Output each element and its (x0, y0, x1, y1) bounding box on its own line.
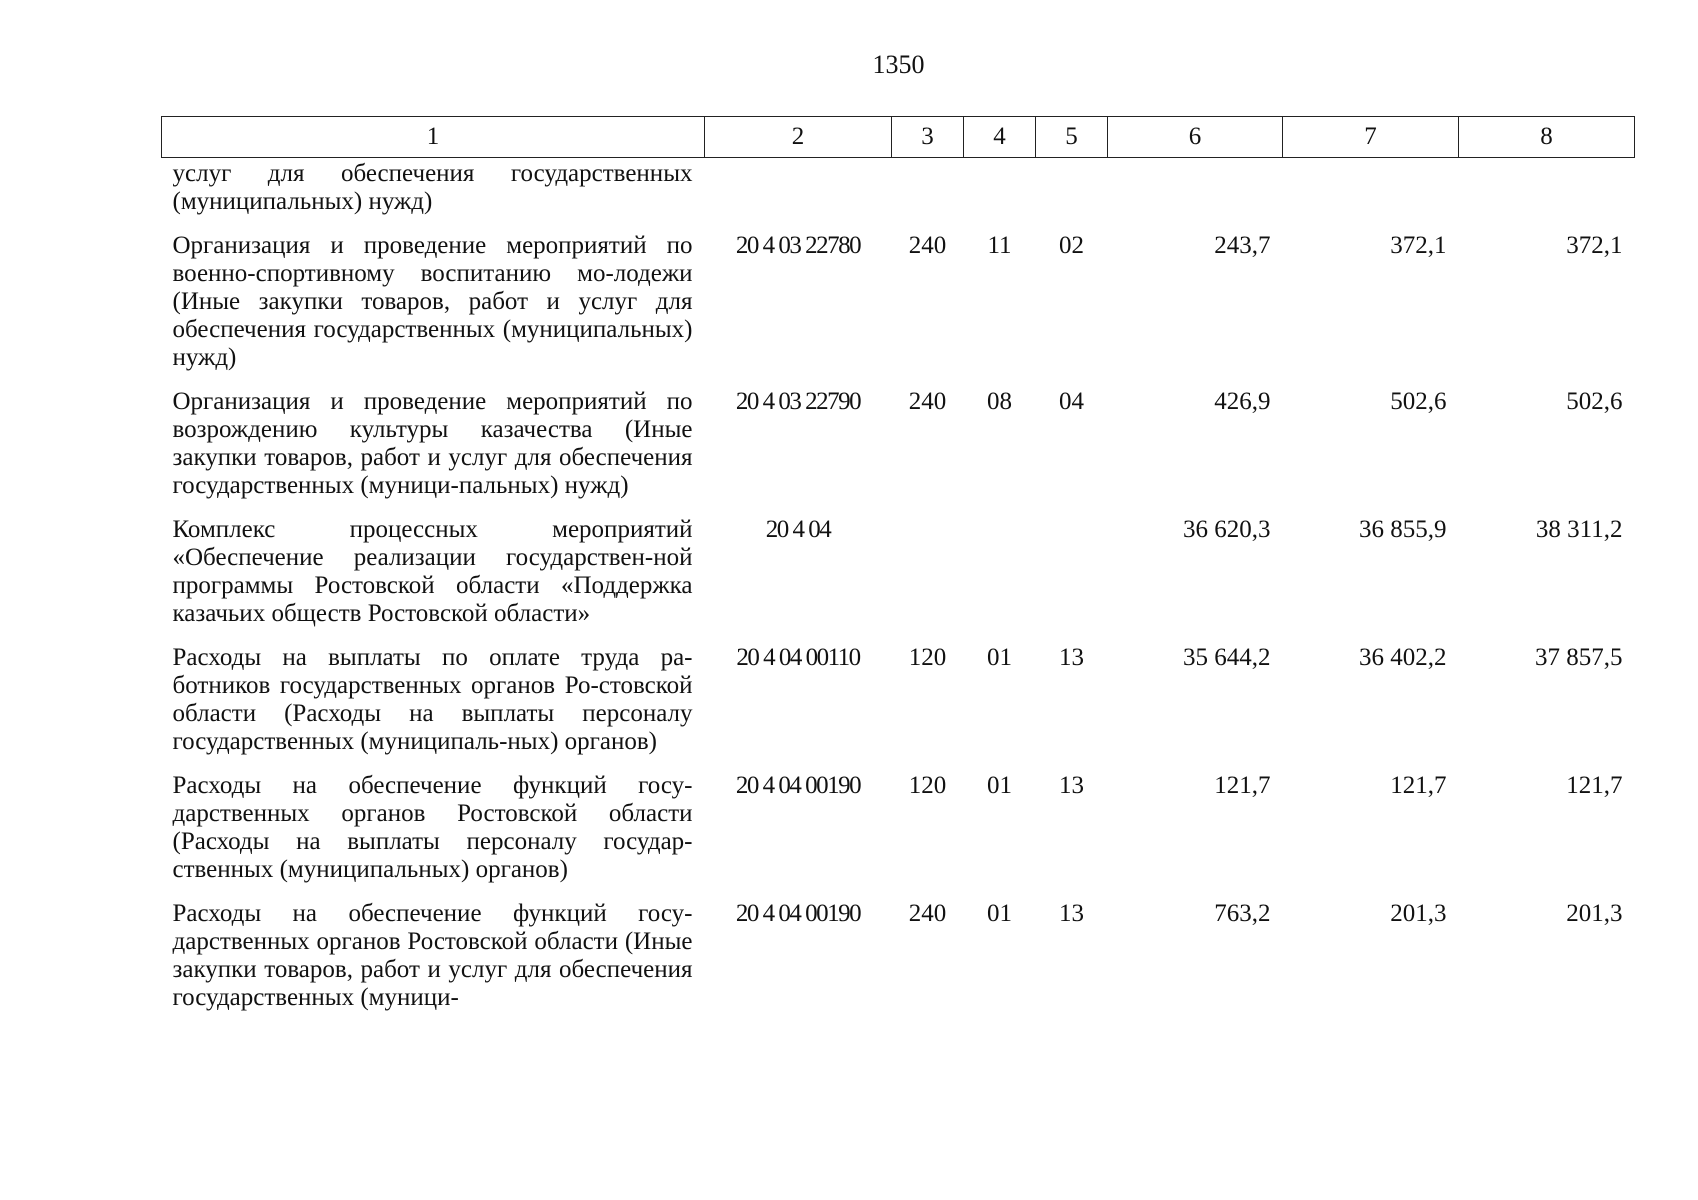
row-code: 20 4 04 00190 (735, 772, 861, 799)
row-col-4: 01 (987, 644, 1012, 671)
row-col-8: 38 311,2 (1535, 516, 1623, 543)
row-col-3: 240 (908, 232, 947, 259)
row-col-7: 36 402,2 (1359, 644, 1447, 671)
table-row (162, 508, 1635, 636)
row-name: Организация и проведение мероприятий по возрождению культуры казачества (Иные закупки товаров, работ и услуг для обеспечения государственных (муници-пальных) нужд) (172, 388, 693, 499)
row-col-4: 08 (987, 388, 1012, 415)
row-name: Комплекс процессных мероприятий «Обеспечение реализации государствен-ной программы Ростовской области «Поддержка казачьих обществ Ростовской области» (172, 516, 693, 627)
row-code: 20 4 04 00110 (736, 644, 860, 671)
row-name: Расходы на обеспечение функций госу-дарственных органов Ростовской области (Иные закупки товаров, работ и услуг для обеспечения государственных (муници- (172, 900, 693, 1011)
header-cell-7: 7 (1283, 117, 1459, 158)
row-name: Расходы на обеспечение функций госу-дарственных органов Ростовской области (Расходы на выплаты персоналу государ-ственных (муниципальных) органов) (172, 772, 693, 883)
row-col-6: 36 620,3 (1183, 516, 1271, 543)
header-cell-8: 8 (1459, 117, 1635, 158)
row-code: 20 4 03 22780 (735, 232, 861, 259)
table-row (162, 636, 1635, 764)
row-code (705, 158, 892, 225)
row-name: Организация и проведение мероприятий по военно-спортивному воспитанию мо-лодежи (Иные закупки товаров, работ и услуг для обеспечения государственных (муниципальных) нужд) (172, 232, 693, 371)
row-col-8: 502,6 (1566, 388, 1623, 415)
table-row (162, 764, 1635, 892)
row-name: услуг для обеспечения государственных (муниципальных) нужд) (172, 160, 693, 215)
row-col-3: 120 (908, 644, 947, 671)
row-col-8: 201,3 (1566, 900, 1623, 927)
row-col-5: 13 (1059, 900, 1084, 927)
row-name: Расходы на выплаты по оплате труда ра-ботников государственных органов Ро-стовской области (Расходы на выплаты персоналу государственных (муниципаль-ных) органов) (172, 644, 693, 755)
header-cell-5: 5 (1036, 117, 1108, 158)
table-row (162, 158, 1635, 225)
row-col-4: 01 (987, 772, 1012, 799)
row-col-3: 240 (908, 900, 947, 927)
table-row (162, 892, 1635, 1020)
row-col-5 (1036, 158, 1108, 225)
header-cell-4: 4 (964, 117, 1036, 158)
table-row (162, 224, 1635, 380)
header-cell-6: 6 (1108, 117, 1283, 158)
row-col-7: 372,1 (1390, 232, 1447, 259)
row-code: 20 4 04 00190 (735, 900, 861, 927)
row-col-6: 426,9 (1214, 388, 1271, 415)
row-col-6: 121,7 (1214, 772, 1271, 799)
row-col-8: 372,1 (1566, 232, 1623, 259)
row-col-6 (1108, 158, 1283, 225)
row-col-4 (964, 158, 1036, 225)
row-col-3: 120 (908, 772, 947, 799)
table-row (162, 380, 1635, 508)
table-header (162, 117, 1635, 158)
row-col-7 (1283, 158, 1459, 225)
header-row (162, 117, 1635, 158)
row-col-4: 11 (987, 232, 1012, 259)
row-col-8 (1459, 158, 1635, 225)
header-cell-3: 3 (892, 117, 964, 158)
row-col-7: 502,6 (1390, 388, 1447, 415)
row-col-7: 121,7 (1390, 772, 1447, 799)
header-cell-2: 2 (705, 117, 892, 158)
row-col-4 (964, 508, 1036, 636)
row-col-5: 13 (1059, 772, 1084, 799)
row-col-3: 240 (908, 388, 947, 415)
header-cell-1: 1 (162, 117, 705, 158)
row-col-3 (892, 508, 964, 636)
row-col-8: 37 857,5 (1535, 644, 1623, 671)
table-body (162, 158, 1635, 1021)
budget-table (161, 116, 1635, 1020)
row-col-7: 36 855,9 (1359, 516, 1447, 543)
row-col-7: 201,3 (1390, 900, 1447, 927)
row-col-5: 02 (1059, 232, 1084, 259)
row-col-5 (1036, 508, 1108, 636)
row-col-3 (892, 158, 964, 225)
row-col-5: 13 (1059, 644, 1084, 671)
row-col-4: 01 (987, 900, 1012, 927)
row-col-6: 35 644,2 (1183, 644, 1271, 671)
row-code: 20 4 04 (765, 516, 831, 543)
page-number: 1350 (872, 50, 925, 79)
row-col-6: 763,2 (1214, 900, 1271, 927)
row-code: 20 4 03 22790 (735, 388, 861, 415)
row-col-5: 04 (1059, 388, 1084, 415)
row-col-6: 243,7 (1214, 232, 1271, 259)
row-col-8: 121,7 (1566, 772, 1623, 799)
